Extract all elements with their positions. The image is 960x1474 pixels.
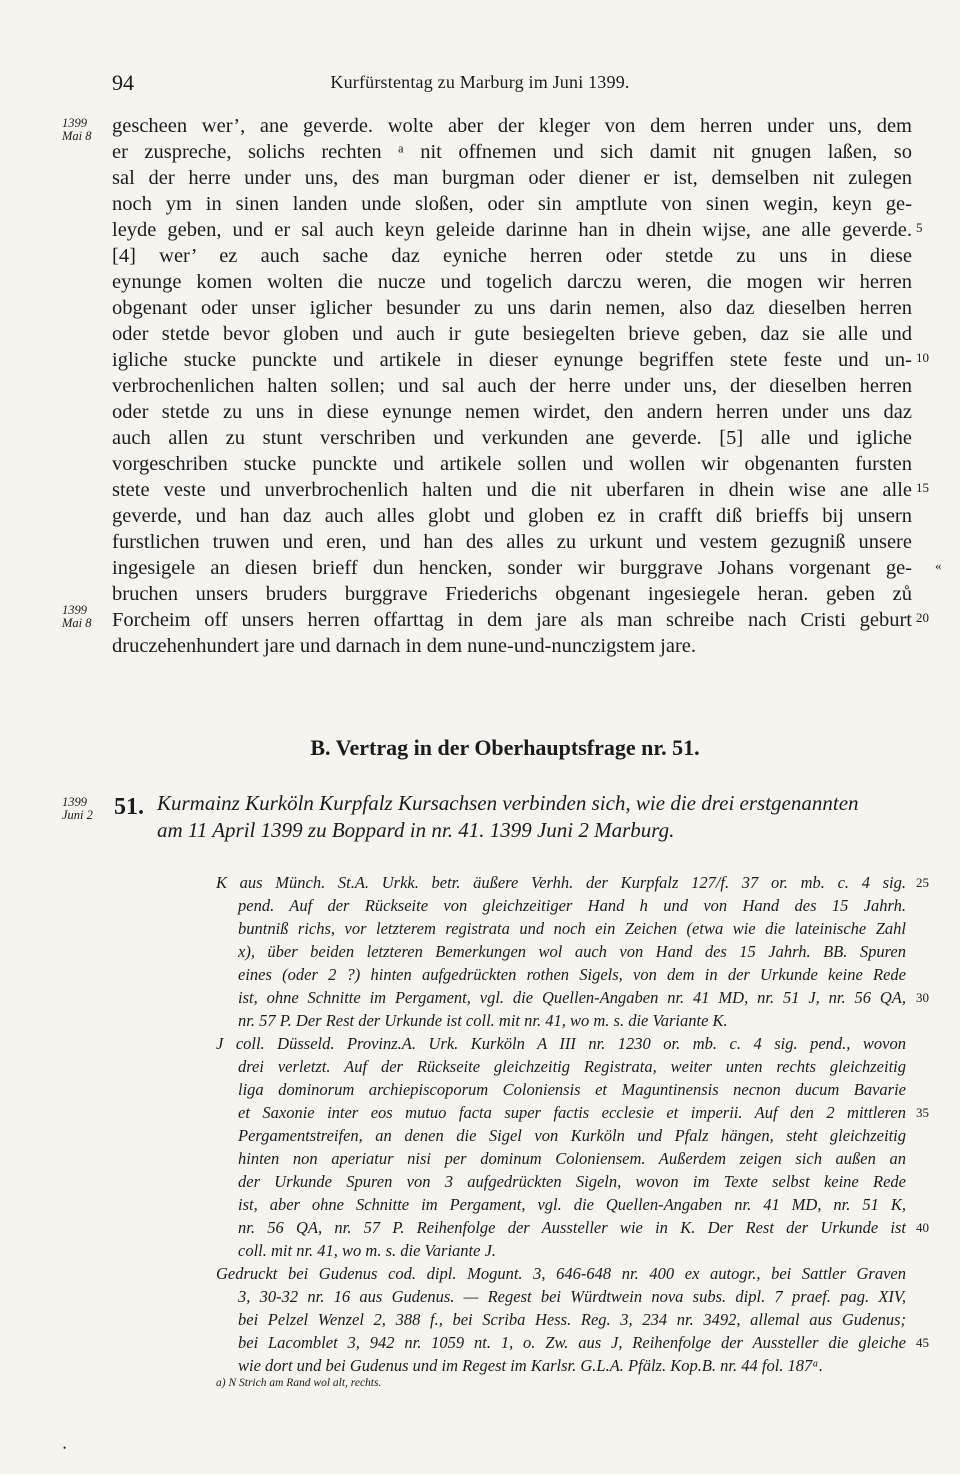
margin-date [62,604,92,630]
regest-line: am 11 April 1399 zu Boppard in nr. 41. 1399 Juni 2 Marburg. [157,818,675,842]
note-line: K aus Münch. St.A. Urkk. betr. äußere Verhh. der Kurpfalz 127/f. 37 or. mb. c. 4 sig. [216,873,906,892]
body-line: eynunge komen wolten die nucze und togelich darczu weren, die mogen wir herren [112,271,912,293]
note-line: x), über beiden letzteren Bemerkungen wol auch von Hand des 15 Jahrh. BB. Spuren [238,942,906,961]
body-line: er zuspreche, solichs rechten ᵃ nit offnemen und sich damit nit gnugen laßen, so [112,141,912,163]
body-line: gescheen wer’, ane geverde. wolte aber der kleger von dem herren under uns, dem [112,115,912,137]
body-line: Forcheim off unsers herren offarttag in dem jare als man schreibe nach Cristi geburt [112,609,912,631]
margin-date-year: 1399 [62,795,87,809]
line-number-marker: 45 [916,1335,929,1350]
body-line: igliche stucke punckte und artikele in dieser eynunge begriffen stete feste und un- [112,349,912,371]
note-line: bei Lacomblet 3, 942 nr. 1059 nt. 1, o. Zw. aus J, Reihenfolge der Aussteller die gleiche [238,1333,906,1352]
margin-date-day: Mai 8 [62,616,92,630]
margin-date-day: Mai 8 [62,129,92,143]
line-number-marker: 20 [916,610,929,625]
note-line: nr. 57 P. Der Rest der Urkunde ist coll. mit nr. 41, wo m. s. die Variante K. [238,1011,728,1030]
body-line: leyde geben, und er sal auch keyn geleide darinne han in dhein wijse, ane alle geverde. [112,219,912,241]
note-line: ist, aber ohne Schnitte im Pergament, vgl. die Quellen-Angaben nr. 41 MD, nr. 51 K, [238,1195,906,1214]
note-line: ist, ohne Schnitte im Pergament, vgl. die Quellen-Angaben nr. 41 MD, nr. 51 J, nr. 56 QA, [238,988,906,1007]
line-number-marker: 30 [916,990,929,1005]
line-number-marker: 35 [916,1105,929,1120]
page-number: 94 [112,70,134,95]
scan-speck: • [63,1443,67,1453]
body-line: obgenant oder unser iglicher besunder zu uns darin nemen, also daz dieselben herren [112,297,912,319]
body-line: stete veste und unverbrochenlich halten und die nit uberfaren in dhein wise ane alle [112,479,912,501]
note-line: der Urkunde Spuren von 3 aufgedrückten Sigeln, wovon im Texte selbst keine Rede [238,1172,906,1191]
margin-date-day: Juni 2 [62,808,93,822]
note-line: et Saxonie inter eos mutuo facta super factis ecclesie et imperii. Auf den 2 mittleren [238,1103,906,1122]
body-line: druczehenhundert jare und darnach in dem nune-und-nunczigstem jare. [112,635,697,657]
note-line: drei verletzt. Auf der Rückseite gleichzeitig Registrata, weiter unten rechts gleichzeitig [238,1057,906,1076]
note-line: pend. Auf der Rückseite von gleichzeitiger Hand h und von Hand des 15 Jahrh. [238,896,906,915]
body-line: ingesigele an diesen brieff dun hencken, sonder wir burggrave Johans vorgenant ge- [112,557,912,579]
body-line: [4] wer’ ez auch sache daz eyniche herren oder stetde zu uns in diese [112,245,912,267]
section-heading: B. Vertrag in der Oberhauptsfrage nr. 51. [310,735,700,760]
regest-line: Kurmainz Kurköln Kurpfalz Kursachsen verbinden sich, wie die drei erstgenannten [157,791,859,815]
note-line: bei Pelzel Wenzel 2, 388 f., bei Scriba Hess. Reg. 3, 234 nr. 3492, allemal aus Gudenus; [238,1310,906,1329]
note-line: J coll. Düsseld. Provinz.A. Urk. Kurköln A III nr. 1230 or. mb. c. 4 sig. pend., wovon [216,1034,906,1053]
margin-date [62,796,93,822]
note-line: Gedruckt bei Gudenus cod. dipl. Mogunt. 3, 646-648 nr. 400 ex autogr., bei Sattler Graven [216,1264,906,1283]
body-line: oder stetde bevor globen und auch ir gute besiegelten brieve geben, daz sie alle und [112,323,912,345]
body-line: bruchen unsers bruders burggrave Friederichs obgenant ingesiegele heran. geben zů [112,583,912,605]
body-line: geverde, und han daz auch alles globt und globen ez in crafft diß brieffs bij unsern [112,505,912,527]
margin-date-year: 1399 [62,603,87,617]
note-line: nr. 56 QA, nr. 57 P. Reihenfolge der Aussteller wie in K. Der Rest der Urkunde ist [238,1218,906,1237]
note-line: eines (oder 2 ?) hinten aufgedrückten rothen Sigels, von dem in der Urkunde keine Rede [238,965,906,984]
note-line: Pergamentstreifen, an denen die Sigel von Kurköln und Pfalz hängen, steht gleichzeitig [238,1126,906,1145]
margin-date-year: 1399 [62,116,87,130]
document-number: 51. [114,794,144,820]
body-line: noch ym in sinen landen unde sloßen, oder sin amptlute von sinen wegin, keyn ge- [112,193,912,215]
note-line: 3, 30-32 nr. 16 aus Gudenus. — Regest bei Würdtwein nova subs. dipl. 7 praef. pag. XIV, [238,1287,906,1306]
body-line: vorgeschriben stucke punckte und artikele sollen und wollen wir obgenanten fursten [112,453,912,475]
body-line: sal der herre under uns, des man burgman oder diener er ist, demselben nit zulegen [112,167,912,189]
body-line: verbrochenlichen halten sollen; und sal auch der herre under uns, der dieselben herren [112,375,912,397]
note-line: buntniß richs, vor letzterem registrata und noch ein Zeichen (etwa wie die lateinische Zahl [238,919,906,938]
line-number-marker: 40 [916,1220,929,1235]
body-line: auch allen zu stunt verschriben und verkunden ane geverde. [5] alle und igliche [112,427,912,449]
stray-mark: « [935,558,942,573]
line-number-marker: 5 [916,220,923,235]
line-number-marker: 10 [916,350,929,365]
footnote: a) N Strich am Rand wol alt, rechts. [216,1377,382,1389]
line-number-marker: 25 [916,875,929,890]
margin-date [62,117,92,143]
note-line: coll. mit nr. 41, wo m. s. die Variante J. [238,1241,497,1260]
note-line: wie dort und bei Gudenus und im Regest im Karlsr. G.L.A. Pfälz. Kop.B. nr. 44 fol. 187ᵃ. [238,1356,824,1375]
body-line: furstlichen truwen und eren, und han des alles zu urkunt und vestem gezugniß unsere [112,531,912,553]
line-number-marker: 15 [916,480,929,495]
note-line: liga dominorum archiepiscoporum Coloniensis et Maguntinensis necnon ducum Bavarie [238,1080,906,1099]
body-line: oder stetde zu uns in diese eynunge nemen wirdet, den andern herren under uns daz [112,401,912,423]
running-title: Kurfürstentag zu Marburg im Juni 1399. [330,72,630,92]
note-line: hinten non aperiatur nisi per dominum Coloniensem. Außerdem zeigen sich außen an [238,1149,906,1168]
